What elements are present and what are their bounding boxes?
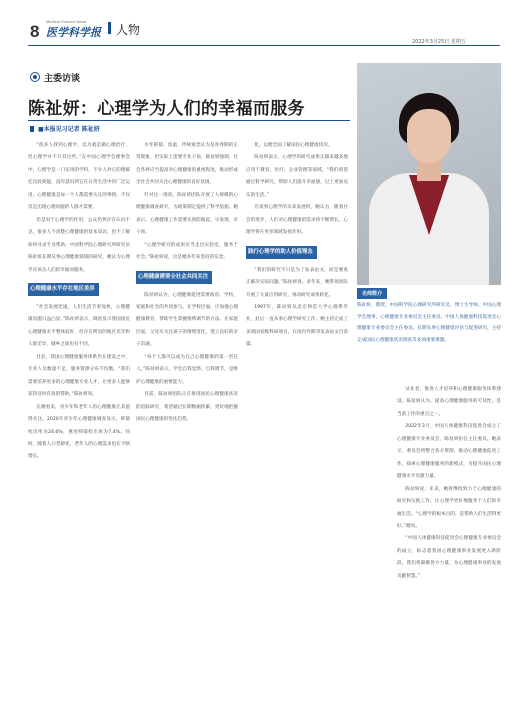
paragraph: 2022年3月，中国人体健康科技促进会成立了心理健康专业委员会，陈祉妍担任主任委员。她表示，委员会将整合各方资源，推动心理健康促进工作，探索心理健康服务的新模式，为提升国民心理健康水平贡献力量。 (397, 424, 501, 480)
portrait-photo (357, 63, 501, 285)
section-marker (108, 22, 111, 34)
paragraph: “每个人都可以成为自己心理健康的第一责任人。”陈祉妍表示，学会自我觉察、自我调节，是维护心理健康的重要能力。 (136, 354, 238, 385)
subheading: 践行心理学的助人价值理念 (246, 246, 317, 259)
article-column-4 (397, 384, 501, 720)
section-label: 人物 (116, 23, 141, 37)
paper-name-en: Medical Science News (46, 19, 87, 24)
article-column-1 (28, 140, 130, 720)
page-header (0, 0, 524, 44)
paragraph: 目前，我国心理健康服务体系仍在建设之中，专业人员数量不足，服务资源分布不均衡。“我们需要培养更多的心理健康专业人才，让更多人能够获得及时有效的帮助。”陈祉妍说。 (28, 354, 130, 398)
paragraph: 但是对于心理学的作用，公众仍然存在认识不足。很多人不清楚心理健康的基本知识，也不了解如何寻求专业帮助。中国科学院心理研究所研究员陈祉妍长期从事心理健康领域的研究，她认为心理学应该为人们的幸福而服务。 (28, 217, 130, 273)
paragraph: 陈祉妍表示，心理学的研究成果正越来越多地应用于教育、医疗、企业管理等领域。“我们希望通过科学研究，帮助人们提升幸福感，过上更加充实的生活。” (246, 155, 348, 198)
paragraph: 目前，陈祉妍团队正在推进国民心理健康状况的追踪研究，希望通过长期数据积累，更好地把握国民心理健康的变化趋势。 (136, 392, 238, 423)
paragraph: 从业者，推进人才培养和心理健康服务体系建设。陈祉妍认为，提高心理健康服务的可及性，是当前工作的重点之一。 (397, 387, 501, 417)
column-badge-icon (30, 72, 40, 82)
article-author: ■本报见习记者 陈祉妍 (38, 126, 100, 133)
article-column-3 (246, 140, 348, 720)
title-rule (28, 120, 350, 121)
paragraph: “我们的研究不只是为了发表论文，而是要真正解决实际问题。”陈祉妍说。多年来，她带领团队开展了大量应用研究，推动研究成果转化。 (246, 267, 348, 298)
paragraph: 在她看来，青少年和老年人的心理健康尤其值得关注。2020年青少年心理健康调查显示，抑郁检出率为24.6%，重度抑郁检出率为7.4%。同时，随着人口老龄化，老年人的心理需求也在不断增长。 (28, 404, 130, 460)
caption-tag: 名师简介 (357, 288, 387, 299)
caption-text: 陈祉妍，教授，中国科学院心理研究所研究员，博士生导师。中国心理学会理事，心理健康专业委员会主任委员。中国人体健康科技促进会心理健康专业委员会主任委员。长期从事心理健康评估与促进研究，主持完成国民心理健康状况调查等多项重要课题。 (357, 303, 501, 343)
column-label: 主委访谈 (44, 74, 81, 84)
paragraph: 针对这一现状，陈祉妍团队开展了大规模的心理健康调查研究，为政策制定提供了科学依据。她表示，心理健康工作需要从预防做起，早发现、早干预。 (136, 192, 238, 236)
paragraph: 在谈到心理学的未来发展时，她认为，随着社会的进步，人们对心理健康的需求将不断增长，心理学将在更多领域发挥作用。 (246, 205, 348, 236)
paragraph: 1997年，陈祉妍从北京师范大学心理系毕业，此后一直从事心理学研究工作。她主持完成了多项国家级科研项目，在国内外期刊发表论文百余篇。 (246, 304, 348, 348)
paragraph: “很多人找到心理学，以为就是做心理治疗，但心理学并不只有这些。”在中国心理学会理事会中，心理学是一门实用的学科，不少人对它的理解还比较狭隘，没有意识到它在日常生活中的广泛运用。心理健康是每一个人都需要关注的事情，不仅仅是出现心理问题的人群才需要。 (28, 143, 130, 211)
subheading: 心理健康水平存在地区差异 (28, 283, 99, 296)
portrait-caption (357, 288, 501, 376)
paragraph: “心理学研究的成果应当走出实验室，服务于社会。”陈祉妍说，这是她多年来坚持的信念。 (136, 242, 238, 261)
issue-date: 2022年3月25日 星期五 (412, 39, 466, 45)
author-marker (30, 126, 34, 132)
subheading: 心理健康需要全社会共同关注 (136, 271, 212, 284)
paragraph: 陈祉妍说，未来，她将继续致力于心理健康的研究和实践工作，让心理学更好地服务于人们的幸福生活。“心理学的根本目的，是帮助人们生活得更好。”她说。 (397, 486, 501, 529)
header-rule (28, 45, 500, 46)
paragraph: “社会发展迅速，人们生活节奏加快，心理健康问题日益凸显。”陈祉妍表示，调查显示我国国民心理健康水平整体较好，但存在明显的地区差异和人群差异，城乡之间也有不同。 (28, 304, 130, 348)
article-column-2 (136, 140, 238, 720)
paragraph: 少年抑郁、焦虑，传统观念认为是青春期的正常现象，但实际上需要专业干预。陈祉妍强调，社会各界应当提高对心理健康的重视程度，推动形成全社会共同关注心理健康的良好氛围。 (136, 143, 238, 186)
article-title: 陈祉妍：心理学为人们的幸福而服务 (28, 99, 305, 119)
paragraph: 陈祉妍认为，心理健康促进需要政府、学校、家庭和社会的共同参与。在学校层面，应加强心理健康教育，帮助学生掌握情绪调节的方法。在家庭层面，父母应关注孩子的情绪变化，建立良好的亲子沟通。 (136, 292, 238, 348)
paragraph: 化，以便全面了解国民心理健康状况。 (254, 143, 333, 148)
paragraph: “中国人体健康科技促进会心理健康专业委员会的成立，标志着我国心理健康事业发展进入新阶段。我们将凝聚各方力量，为心理健康事业的发展贡献智慧。” (397, 536, 501, 579)
paper-name: 医学科学报 (46, 26, 101, 39)
page-number: 8 (30, 22, 40, 41)
